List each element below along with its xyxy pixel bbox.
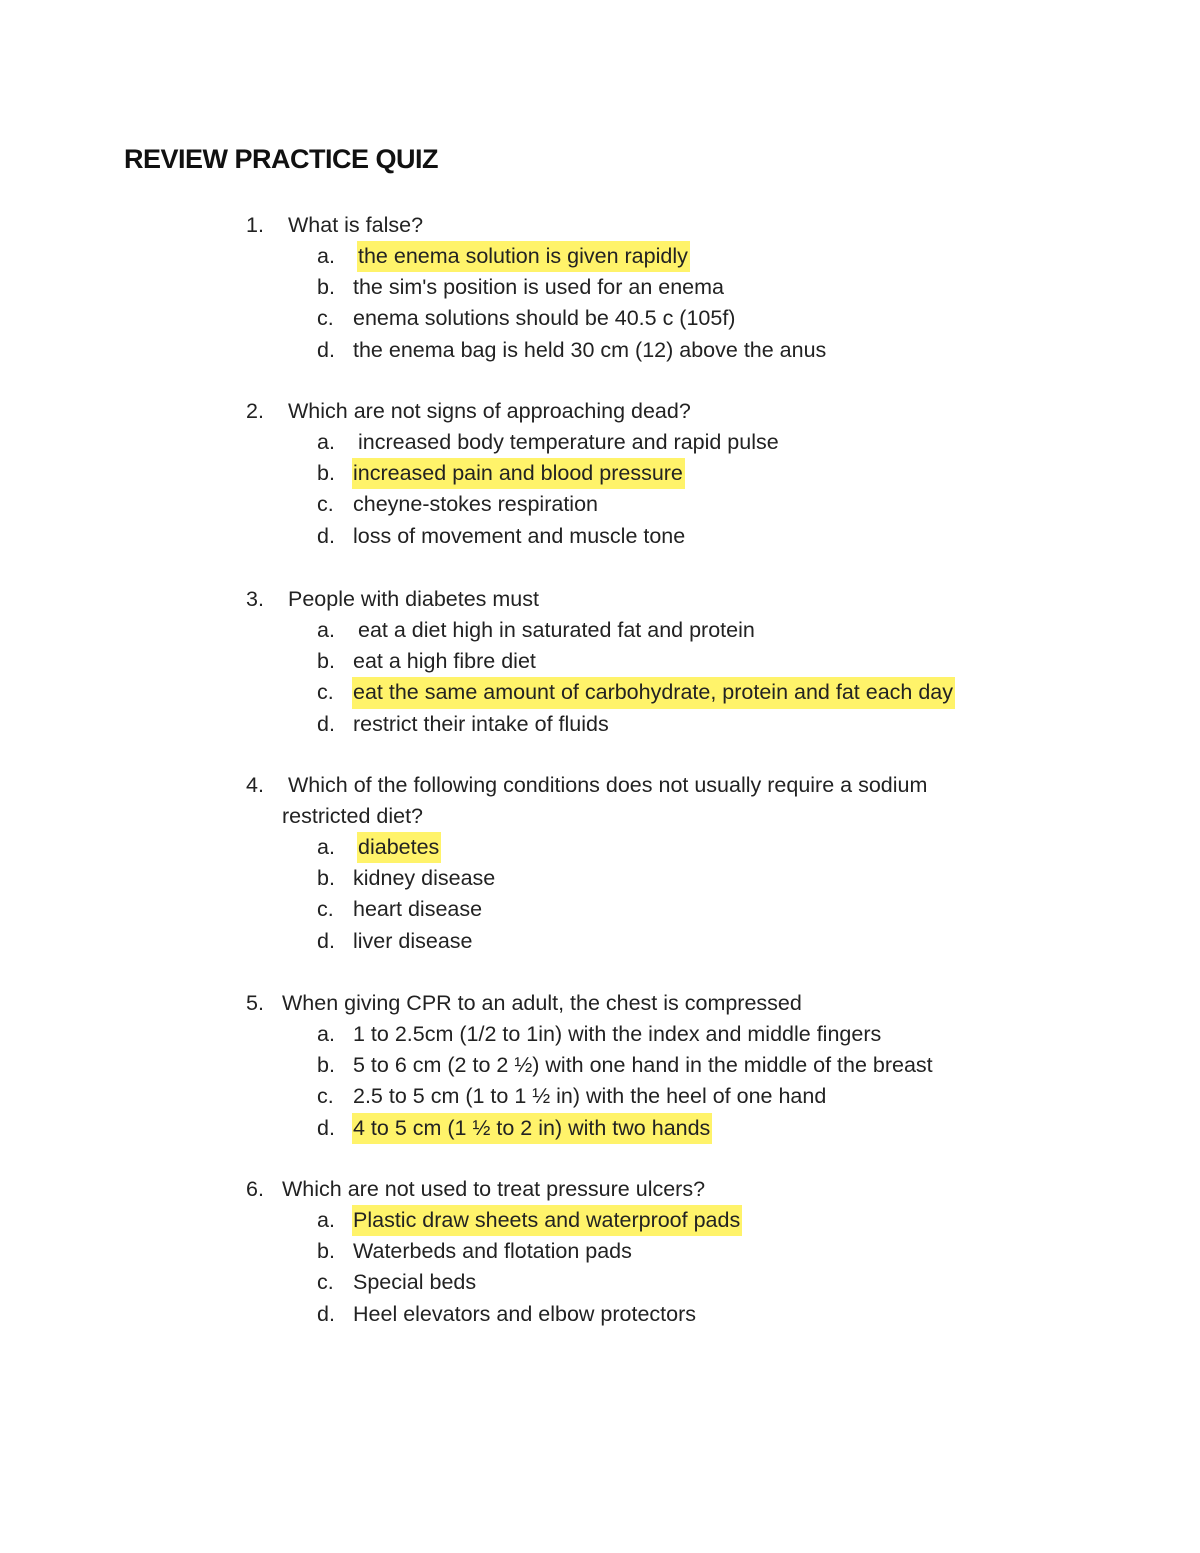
option-text: heart disease (353, 897, 483, 922)
option-letter: a. (317, 618, 335, 642)
option-letter: b. (317, 275, 335, 300)
answer-option (0, 1205, 1200, 1236)
answer-option (0, 1299, 1200, 1330)
answer-option (0, 521, 1200, 552)
option-letter: c. (317, 897, 334, 922)
option-letter: d. (317, 1301, 335, 1326)
question-4 (0, 770, 1200, 957)
option-letter: d. (317, 337, 335, 362)
option-text: restrict their intake of fluids (353, 711, 609, 736)
option-letter: a. (317, 1022, 335, 1046)
option-text: 5 to 6 cm (2 to 2 ½) with one hand in the middle of the breast (353, 1053, 933, 1078)
question-text: Which are not used to treat pressure ulcers? (282, 1177, 706, 1201)
question-line (0, 1174, 1200, 1205)
answer-option (0, 458, 1200, 489)
option-letter: a. (317, 430, 335, 454)
question-line (0, 396, 1200, 427)
option-letter: a. (317, 244, 335, 268)
option-text-highlighted: Plastic draw sheets and waterproof pads (352, 1205, 742, 1236)
question-text: What is false? (288, 213, 424, 237)
question-line-continued (0, 801, 1200, 832)
option-text: Special beds (353, 1270, 477, 1295)
answer-option (0, 272, 1200, 303)
question-line (0, 584, 1200, 615)
answer-option (0, 303, 1200, 334)
question-number: 3. (246, 587, 264, 611)
question-text: People with diabetes must (288, 587, 539, 611)
option-letter: a. (317, 1208, 335, 1232)
question-text: When giving CPR to an adult, the chest is compressed (282, 991, 802, 1015)
option-text: liver disease (353, 928, 473, 953)
question-line (0, 988, 1200, 1019)
option-letter: a. (317, 835, 335, 859)
answer-option (0, 1050, 1200, 1081)
option-text: enema solutions should be 40.5 c (105f) (353, 306, 736, 331)
option-text-highlighted: the enema solution is given rapidly (357, 241, 690, 272)
option-letter: b. (317, 1053, 335, 1078)
option-text: increased body temperature and rapid pulse (358, 430, 779, 454)
option-text: cheyne-stokes respiration (353, 492, 598, 517)
option-letter: d. (317, 523, 335, 548)
question-text: Which of the following conditions does not usually require a sodium (288, 773, 928, 797)
option-text-highlighted: increased pain and blood pressure (352, 458, 685, 489)
question-6 (0, 1174, 1200, 1330)
question-5 (0, 988, 1200, 1144)
question-text: Which are not signs of approaching dead? (288, 399, 691, 423)
option-letter: c. (317, 680, 334, 705)
answer-option (0, 646, 1200, 677)
answer-option (0, 1236, 1200, 1267)
question-1 (0, 210, 1200, 366)
option-letter: b. (317, 649, 335, 674)
answer-option (0, 926, 1200, 957)
answer-option (0, 1019, 1200, 1050)
option-text: kidney disease (353, 866, 496, 891)
answer-option (0, 894, 1200, 925)
question-line (0, 770, 1200, 801)
question-3 (0, 584, 1200, 740)
option-letter: b. (317, 461, 335, 486)
option-letter: b. (317, 1239, 335, 1264)
question-number: 2. (246, 399, 264, 423)
question-number: 4. (246, 773, 264, 797)
question-text-continued: restricted diet? (282, 804, 424, 828)
option-text: loss of movement and muscle tone (353, 523, 686, 548)
question-line (0, 210, 1200, 241)
answer-option (0, 427, 1200, 458)
option-letter: c. (317, 306, 334, 331)
option-letter: d. (317, 711, 335, 736)
answer-option (0, 241, 1200, 272)
answer-option (0, 863, 1200, 894)
option-text: Waterbeds and flotation pads (353, 1239, 632, 1264)
option-text-highlighted: diabetes (357, 832, 441, 863)
answer-option (0, 489, 1200, 520)
page-title: REVIEW PRACTICE QUIZ (124, 144, 439, 174)
answer-option (0, 615, 1200, 646)
question-number: 5. (246, 991, 264, 1015)
question-number: 6. (246, 1177, 264, 1201)
answer-option (0, 677, 1200, 708)
option-text: the sim's position is used for an enema (353, 275, 724, 300)
option-text-highlighted: 4 to 5 cm (1 ½ to 2 in) with two hands (352, 1113, 712, 1144)
question-2 (0, 396, 1200, 552)
answer-option (0, 1267, 1200, 1298)
answer-option (0, 335, 1200, 366)
answer-option (0, 1081, 1200, 1112)
option-text: the enema bag is held 30 cm (12) above the anus (353, 337, 827, 362)
option-letter: c. (317, 492, 334, 517)
option-letter: c. (317, 1270, 334, 1295)
option-letter: d. (317, 1115, 335, 1140)
option-text: eat a high fibre diet (353, 649, 536, 674)
answer-option (0, 832, 1200, 863)
answer-option (0, 709, 1200, 740)
option-text: eat a diet high in saturated fat and protein (358, 618, 755, 642)
option-letter: d. (317, 928, 335, 953)
option-text: Heel elevators and elbow protectors (353, 1301, 696, 1326)
option-text-highlighted: eat the same amount of carbohydrate, protein and fat each day (352, 677, 955, 708)
option-letter: c. (317, 1084, 334, 1109)
option-text: 1 to 2.5cm (1/2 to 1in) with the index and middle fingers (353, 1022, 882, 1046)
option-letter: b. (317, 866, 335, 891)
option-text: 2.5 to 5 cm (1 to 1 ½ in) with the heel of one hand (353, 1084, 827, 1109)
question-number: 1. (246, 213, 264, 237)
answer-option (0, 1113, 1200, 1144)
